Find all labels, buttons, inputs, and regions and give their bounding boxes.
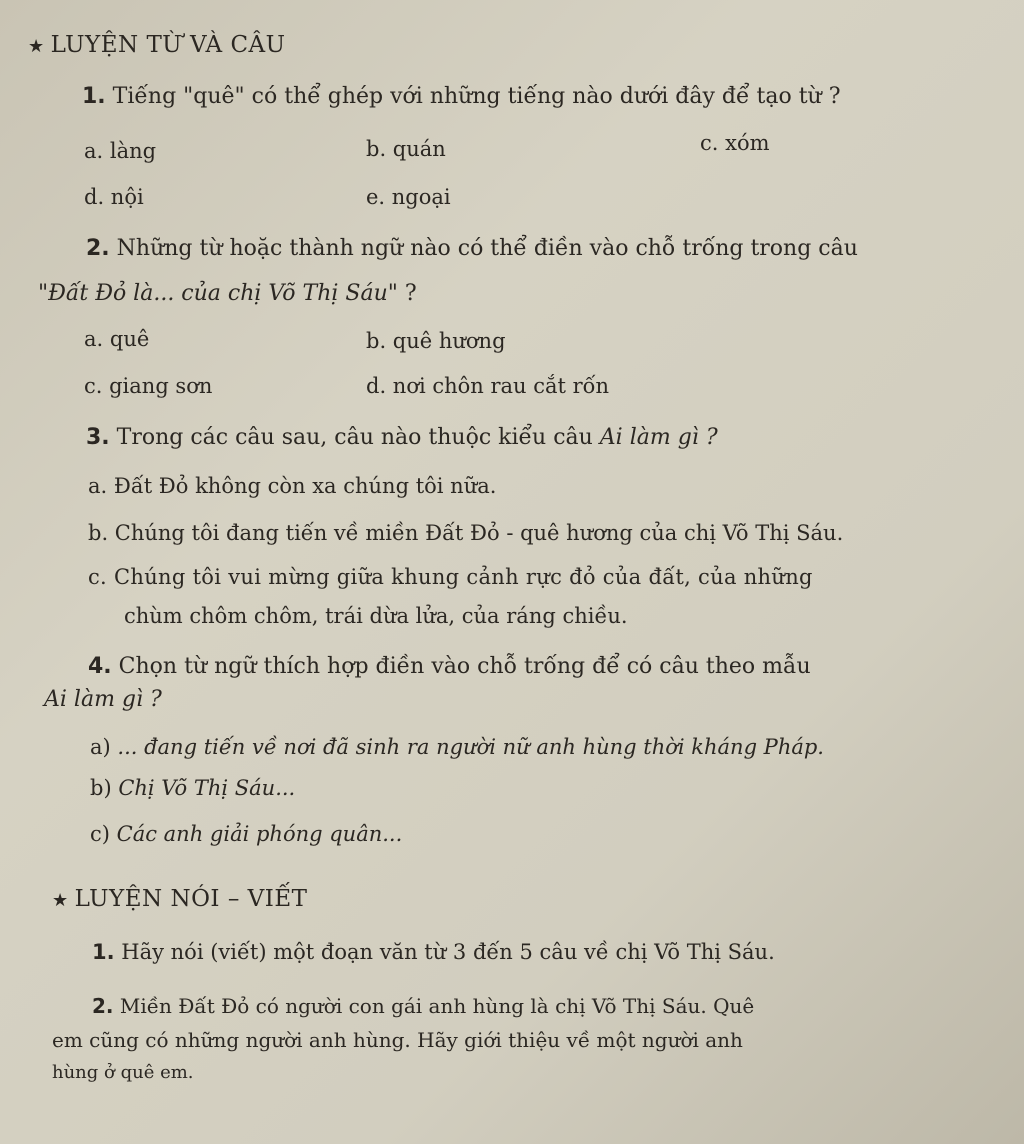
question-text-italic: Ai làm gì ? xyxy=(599,425,718,450)
q4-item-a xyxy=(90,735,824,759)
q3-option-a: a. Đất Đỏ không còn xa chúng tôi nữa. xyxy=(88,474,497,498)
section-heading-luyen-tu-va-cau xyxy=(28,32,286,60)
question-number: 4. xyxy=(88,654,112,679)
section-title: LUYỆN NÓI – VIẾT xyxy=(74,886,308,912)
speaking-question-2 xyxy=(92,994,754,1018)
question-3 xyxy=(86,425,718,451)
question-text-line-1: Miền Đất Đỏ có người con gái anh hùng là chị Võ Thị Sáu. Quê xyxy=(119,994,755,1018)
section-title: LUYỆN TỪ VÀ CÂU xyxy=(50,32,286,58)
speaking-question-2-line-3: hùng ở quê em. xyxy=(52,1062,194,1083)
q3-option-c-continued: chùm chôm chôm, trái dừa lửa, của ráng chiều. xyxy=(124,604,628,628)
question-text: Hãy nói (viết) một đoạn văn từ 3 đến 5 câu về chị Võ Thị Sáu. xyxy=(121,940,775,964)
q4-item-c xyxy=(90,822,402,846)
speaking-question-1 xyxy=(92,940,775,965)
question-2-quote xyxy=(38,281,417,307)
q2-option-b: b. quê hương xyxy=(366,329,506,353)
q1-option-b: b. quán xyxy=(366,137,446,161)
q4-item-b xyxy=(90,776,295,800)
question-number: 2. xyxy=(92,994,114,1018)
item-label: b) xyxy=(90,776,119,800)
q3-option-b: b. Chúng tôi đang tiến về miền Đất Đỏ - quê hương của chị Võ Thị Sáu. xyxy=(88,521,844,545)
q1-option-e: e. ngoại xyxy=(366,185,451,209)
item-label: a) xyxy=(90,735,118,759)
q2-option-c: c. giang sơn xyxy=(84,374,213,398)
question-number: 3. xyxy=(86,425,110,450)
q2-option-a: a. quê xyxy=(84,327,150,351)
question-number: 2. xyxy=(86,236,110,261)
quote-sentence: "Đất Đỏ là... của chị Võ Thị Sáu" xyxy=(38,281,398,306)
question-text: Tiếng "quê" có thể ghép với những tiếng nào dưới đây để tạo từ ? xyxy=(112,84,841,109)
q2-option-d: d. nơi chôn rau cắt rốn xyxy=(366,374,610,398)
question-4-pattern: Ai làm gì ? xyxy=(44,687,162,712)
question-number: 1. xyxy=(92,940,115,964)
question-1 xyxy=(82,84,841,110)
item-label: c) xyxy=(90,822,117,846)
section-heading-luyen-noi-viet xyxy=(52,886,307,914)
q1-option-a: a. làng xyxy=(84,139,157,163)
star-icon: ★ xyxy=(52,890,69,911)
q1-option-d: d. nội xyxy=(84,185,144,209)
quote-tail: ? xyxy=(397,281,417,306)
speaking-question-2-line-2: em cũng có những người anh hùng. Hãy giới thiệu về một người anh xyxy=(52,1028,743,1052)
q3-option-c: c. Chúng tôi vui mừng giữa khung cảnh rực đỏ của đất, của những xyxy=(88,565,813,589)
item-text: Các anh giải phóng quân... xyxy=(116,822,403,846)
question-text: Trong các câu sau, câu nào thuộc kiểu câu xyxy=(116,425,600,450)
question-text: Những từ hoặc thành ngữ nào có thể điền vào chỗ trống trong câu xyxy=(116,236,858,261)
question-4 xyxy=(88,654,811,680)
question-2 xyxy=(86,236,858,262)
star-icon: ★ xyxy=(28,36,45,57)
question-number: 1. xyxy=(82,84,106,109)
question-text: Chọn từ ngữ thích hợp điền vào chỗ trống để có câu theo mẫu xyxy=(118,654,811,679)
item-text: Chị Võ Thị Sáu... xyxy=(118,776,296,800)
q1-option-c: c. xóm xyxy=(700,131,770,155)
item-text: ... đang tiến về nơi đã sinh ra người nữ anh hùng thời kháng Pháp. xyxy=(117,735,824,759)
